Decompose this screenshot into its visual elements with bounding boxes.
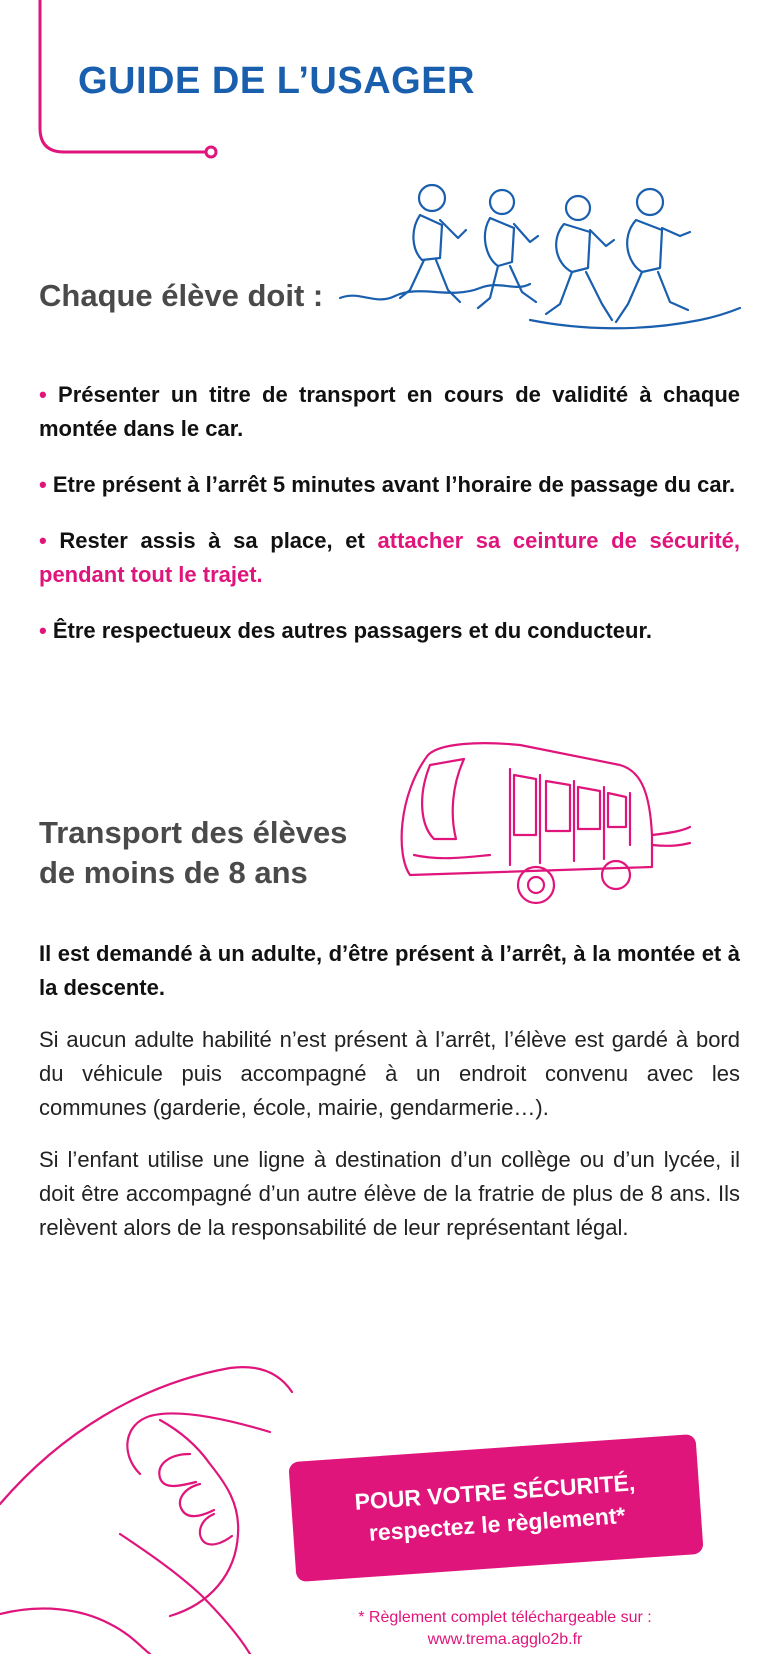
- hand-holding-ticket-icon: [0, 1354, 320, 1654]
- footnote: [320, 1607, 690, 1651]
- children-running-icon: [340, 180, 760, 340]
- list-item: • Etre présent à l’arrêt 5 minutes avant l’horaire de passage du car.: [39, 472, 736, 497]
- page-title: GUIDE DE L’USAGER: [78, 60, 475, 102]
- badge-line-2: respectez le règlement*: [368, 1502, 627, 1546]
- list-item: • Présenter un titre de transport en cours de validité à chaque montée dans le car.: [39, 382, 740, 441]
- paragraph-no-adult: Si aucun adulte habilité n’est présent à l’arrêt, l’élève est gardé à bord du véhicule puis accompagné à un endroit convenu avec les communes (garderie, école, mairie, gendarmerie…).: [39, 1027, 740, 1120]
- adult-presence-notice: Il est demandé à un adulte, d’être présent à l’arrêt, à la montée et à la descente.: [39, 941, 740, 1000]
- bus-icon: [390, 735, 690, 915]
- paragraph-sibling-rule: Si l’enfant utilise une ligne à destination d’un collège ou d’un lycée, il doit être accompagné d’un autre élève de la fratrie de plus de 8 ans. Ils relèvent alors de la responsabilité de leur représentant légal.: [39, 1147, 740, 1240]
- seatbelt-highlight: attacher sa ceinture de sécurité, pendant tout le trajet.: [39, 528, 740, 587]
- badge-line-1: POUR VOTRE SÉCURITÉ,: [353, 1469, 637, 1515]
- list-item: • Être respectueux des autres passagers et du conducteur.: [39, 618, 652, 643]
- footnote-url: www.trema.agglo2b.fr: [427, 1631, 583, 1648]
- footnote-text: * Règlement complet téléchargeable sur :: [358, 1609, 652, 1626]
- list-item: • Rester assis à sa place, et attacher sa ceinture de sécurité, pendant tout le trajet.: [39, 528, 740, 587]
- section-heading-student-duties: Chaque élève doit :: [39, 278, 324, 313]
- section-heading-line-1: Transport des élèves: [39, 815, 348, 850]
- student-duties-list: [39, 378, 740, 670]
- safety-rules-badge: [288, 1434, 703, 1582]
- section-heading-line-2: de moins de 8 ans: [39, 855, 308, 890]
